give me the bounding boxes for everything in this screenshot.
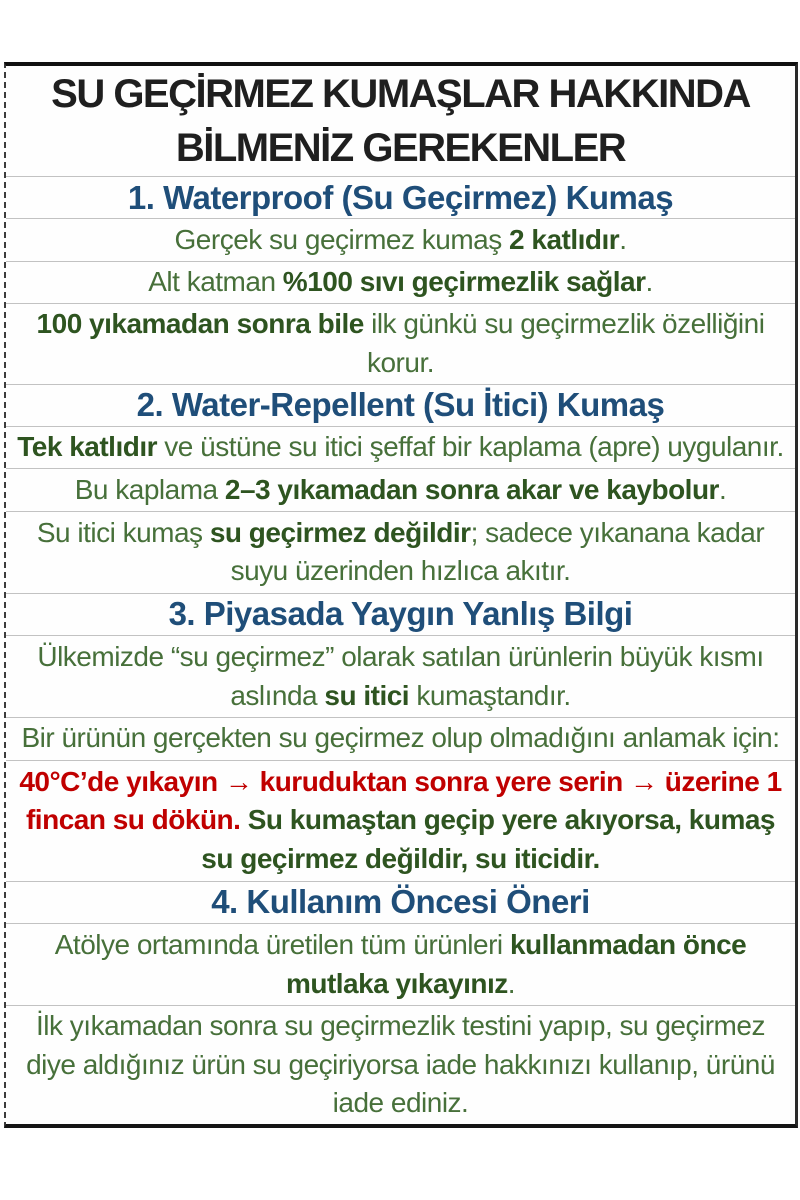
section-4-heading: 4. Kullanım Öncesi Öneri (6, 882, 795, 924)
page-title-line-1: SU GEÇİRMEZ KUMAŞLAR HAKKINDA (51, 72, 750, 116)
row-kaplama-kaybolur: Bu kaplama 2–3 yıkamadan sonra akar ve kaybolur. (6, 469, 795, 511)
row-anlamak-icin: Bir ürünün gerçekten su geçirmez olup olmadığını anlamak için: (6, 718, 795, 760)
page-title-line-2: BİLMENİZ GEREKENLER (175, 126, 626, 170)
test-green-text: Su kumaştan geçip yere akıyorsa, kumaş su geçirmez değildir, su iticidir. (201, 804, 776, 874)
section-1-heading: 1. Waterproof (Su Geçirmez) Kumaş (6, 177, 795, 219)
page-title (6, 66, 795, 177)
row-ulkemizde-su-itici: Ülkemizde “su geçirmez” olarak satılan ürünlerin büyük kısmı aslında su itici kumaştandır. (6, 636, 795, 718)
test-red-text: 40°C’de yıkayın → kuruduktan sonra yere serin → üzerine 1 fincan su dökün. (19, 765, 782, 836)
row-su-itici-akitir: Su itici kumaş su geçirmez değildir; sadece yıkanana kadar suyu üzerinden hızlıca akıtır. (6, 512, 795, 594)
row-test-talimati (6, 761, 795, 882)
row-atolye-yikayiniz: Atölye ortamında üretilen tüm ürünleri kullanmadan önce mutlaka yıkayınız. (6, 924, 795, 1006)
row-iade-hakki: İlk yıkamadan sonra su geçirmezlik testini yapıp, su geçirmez diye aldığınız ürün su geçiriyorsa iade hakkınızı kullanıp, ürünü iade ediniz. (26, 1010, 775, 1119)
section-2-heading: 2. Water-Repellent (Su İtici) Kumaş (6, 385, 795, 427)
row-alt-katman: Alt katman %100 sıvı geçirmezlik sağlar. (6, 262, 795, 304)
row-tek-katli: Tek katlıdır ve üstüne su itici şeffaf bir kaplama (apre) uygulanır. (6, 427, 795, 469)
row-100-yikama: 100 yıkamadan sonra bile ilk günkü su geçirmezlik özelliğini korur. (6, 304, 795, 384)
info-table-frame (4, 62, 798, 1128)
section-3-heading: 3. Piyasada Yaygın Yanlış Bilgi (6, 594, 795, 636)
row-gercek-katli: Gerçek su geçirmez kumaş 2 katlıdır. (6, 219, 795, 261)
